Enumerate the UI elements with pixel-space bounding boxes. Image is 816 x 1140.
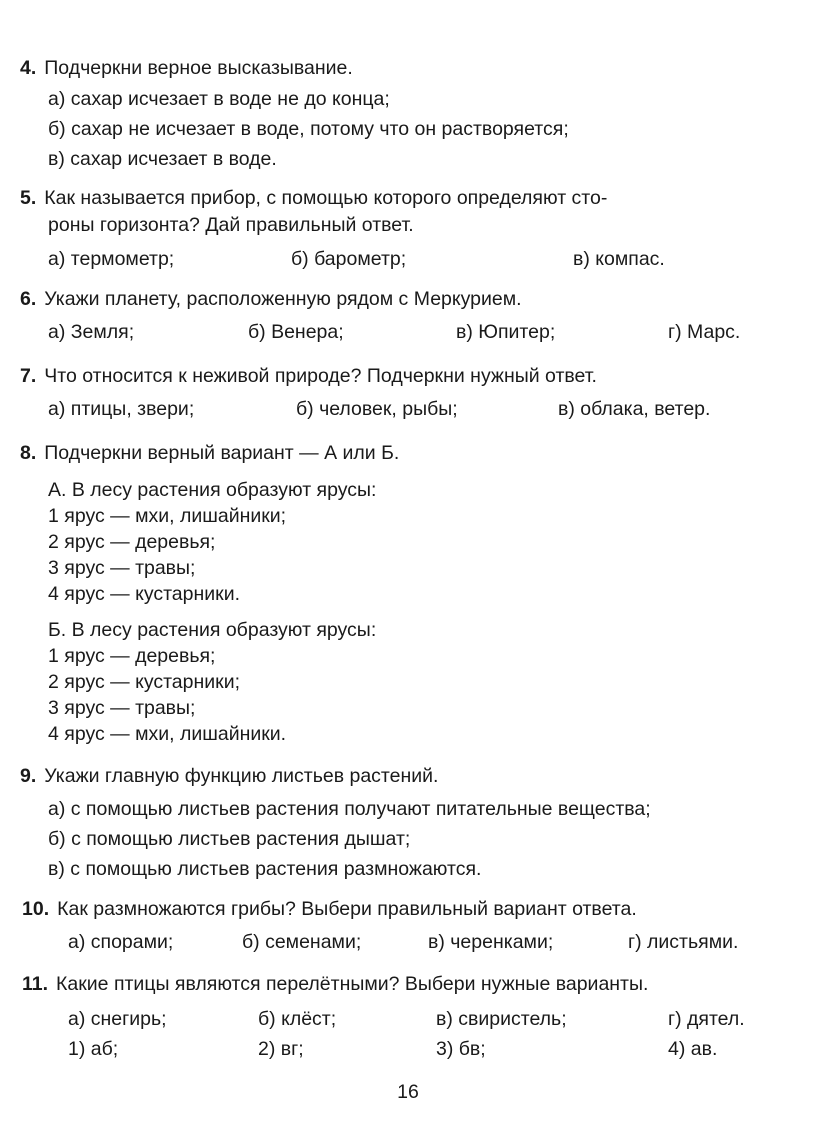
question-number: 9. — [20, 765, 37, 787]
option-c: в) облака, ветер. — [558, 398, 711, 421]
answer-4: 4) ав. — [668, 1038, 718, 1061]
tier-line: 4 ярус — мхи, лишайники. — [48, 723, 287, 746]
tier-line: 2 ярус — деревья; — [48, 531, 216, 554]
option-b: б) клёст; — [258, 1008, 337, 1031]
option-b: б) с помощью листьев растения дышат; — [48, 828, 411, 851]
question-8 — [20, 441, 776, 748]
question-text: Как размножаются грибы? Выбери правильный вариант ответа. — [57, 898, 637, 920]
question-text: Подчеркни верный вариант — А или Б. — [44, 442, 400, 464]
question-number: 8. — [20, 442, 37, 464]
tier-line: 1 ярус — мхи, лишайники; — [48, 505, 287, 528]
option-a: а) снегирь; — [68, 1008, 167, 1031]
question-text: Подчеркни верное высказывание. — [44, 57, 353, 79]
option-a: а) с помощью листьев растения получают питательные вещества; — [48, 798, 651, 821]
question-7 — [20, 364, 776, 425]
option-b: б) человек, рыбы; — [296, 398, 458, 421]
question-number: 6. — [20, 288, 37, 310]
tier-line: 3 ярус — травы; — [48, 697, 196, 720]
question-text: Укажи главную функцию листьев растений. — [44, 765, 439, 787]
question-text-line2: роны горизонта? Дай правильный ответ. — [48, 214, 414, 237]
question-6 — [20, 287, 776, 348]
question-5 — [20, 186, 776, 275]
question-11 — [22, 972, 776, 1065]
variant-a — [48, 478, 776, 608]
question-text-line1: Как называется прибор, с помощью которого определяют сто- — [44, 187, 608, 209]
question-number: 7. — [20, 365, 37, 387]
option-c: в) с помощью листьев растения размножаются. — [48, 858, 482, 881]
option-b: б) семенами; — [242, 931, 362, 954]
question-number: 4. — [20, 57, 37, 79]
question-number: 11. — [22, 973, 49, 995]
variant-b-heading: Б. В лесу растения образуют ярусы: — [48, 619, 377, 642]
tier-line: 1 ярус — деревья; — [48, 645, 216, 668]
option-c: в) компас. — [573, 247, 665, 270]
option-a: а) сахар исчезает в воде не до конца; — [48, 88, 390, 111]
variant-b — [48, 618, 776, 748]
question-text: Что относится к неживой природе? Подчеркни нужный ответ. — [44, 365, 597, 387]
answer-3: 3) бв; — [436, 1038, 486, 1061]
variant-a-heading: А. В лесу растения образуют ярусы: — [48, 479, 377, 502]
option-d: г) Марс. — [668, 321, 741, 344]
option-b: б) сахар не исчезает в воде, потому что он растворяется; — [48, 118, 569, 141]
answer-1: 1) аб; — [68, 1038, 119, 1061]
option-d: г) листьями. — [628, 931, 739, 954]
answer-2: 2) вг; — [258, 1038, 304, 1061]
question-number: 5. — [20, 187, 37, 209]
option-c: в) сахар исчезает в воде. — [48, 148, 277, 171]
option-a: а) спорами; — [68, 931, 174, 954]
option-c: в) Юпитер; — [456, 321, 556, 344]
question-4 — [20, 56, 776, 173]
question-9 — [20, 764, 776, 883]
option-a: а) термометр; — [48, 247, 175, 270]
option-a: а) Земля; — [48, 321, 135, 344]
option-c: в) свиристель; — [436, 1008, 567, 1031]
option-c: в) черенками; — [428, 931, 554, 954]
option-d: г) дятел. — [668, 1008, 745, 1031]
tier-line: 4 ярус — кустарники. — [48, 583, 241, 606]
question-10 — [22, 897, 776, 958]
page-number: 16 — [397, 1081, 419, 1103]
question-number: 10. — [22, 898, 50, 920]
tier-line: 3 ярус — травы; — [48, 557, 196, 580]
option-b: б) барометр; — [291, 247, 407, 270]
option-a: а) птицы, звери; — [48, 398, 195, 421]
question-text: Укажи планету, расположенную рядом с Меркурием. — [44, 288, 522, 310]
tier-line: 2 ярус — кустарники; — [48, 671, 241, 694]
option-b: б) Венера; — [248, 321, 344, 344]
question-text: Какие птицы являются перелётными? Выбери нужные варианты. — [56, 973, 649, 995]
